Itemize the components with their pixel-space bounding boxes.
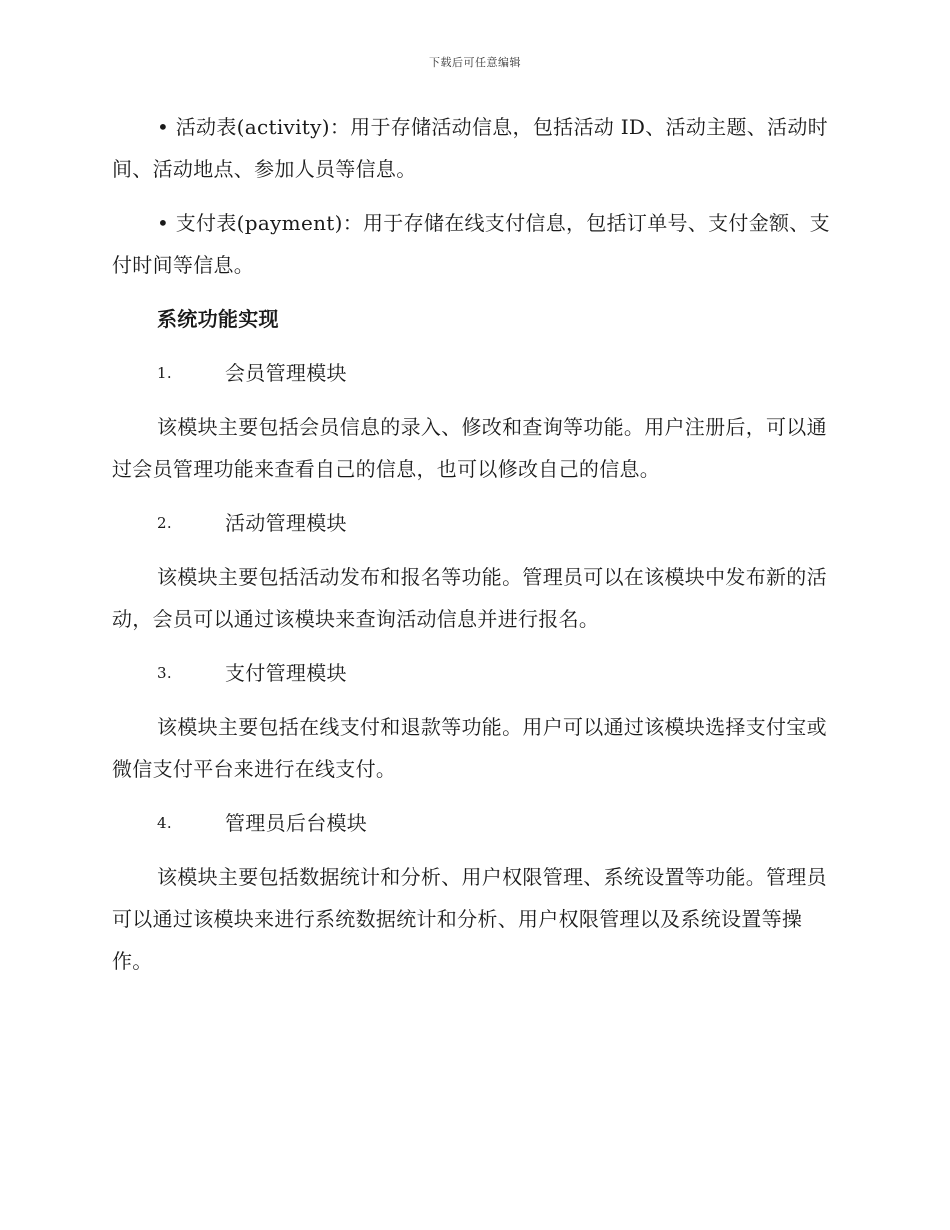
module-title: 会员管理模块: [225, 361, 347, 385]
module-title: 活动管理模块: [225, 511, 347, 535]
document-body: [112, 106, 834, 994]
list-number: 2.: [157, 514, 172, 532]
list-number: 1.: [157, 364, 172, 382]
module-description-2: 该模块主要包括活动发布和报名等功能。管理员可以在该模块中发布新的活动，会员可以通过该模块来查询活动信息并进行报名。: [112, 565, 827, 631]
list-number: 3.: [157, 664, 172, 682]
paragraph-activity-table: • 活动表(activity)：用于存储活动信息，包括活动 ID、活动主题、活动时间、活动地点、参加人员等信息。: [112, 115, 828, 181]
module-heading-3: [157, 652, 834, 694]
module-heading-4: [157, 802, 834, 844]
module-heading-1: [157, 352, 834, 394]
module-title: 管理员后台模块: [225, 811, 368, 835]
module-description-4: 该模块主要包括数据统计和分析、用户权限管理、系统设置等功能。管理员可以通过该模块来进行系统数据统计和分析、用户权限管理以及系统设置等操作。: [112, 865, 827, 973]
section-title: 系统功能实现: [157, 307, 279, 331]
list-number: 4.: [157, 814, 172, 832]
module-heading-2: [157, 502, 834, 544]
module-description-3: 该模块主要包括在线支付和退款等功能。用户可以通过该模块选择支付宝或微信支付平台来进行在线支付。: [112, 715, 827, 781]
module-description-1: 该模块主要包括会员信息的录入、修改和查询等功能。用户注册后，可以通过会员管理功能来查看自己的信息，也可以修改自己的信息。: [112, 415, 827, 481]
paragraph-payment-table: • 支付表(payment)：用于存储在线支付信息，包括订单号、支付金额、支付时间等信息。: [112, 211, 830, 277]
module-title: 支付管理模块: [225, 661, 347, 685]
page-header-note: 下载后可任意编辑: [429, 56, 521, 69]
